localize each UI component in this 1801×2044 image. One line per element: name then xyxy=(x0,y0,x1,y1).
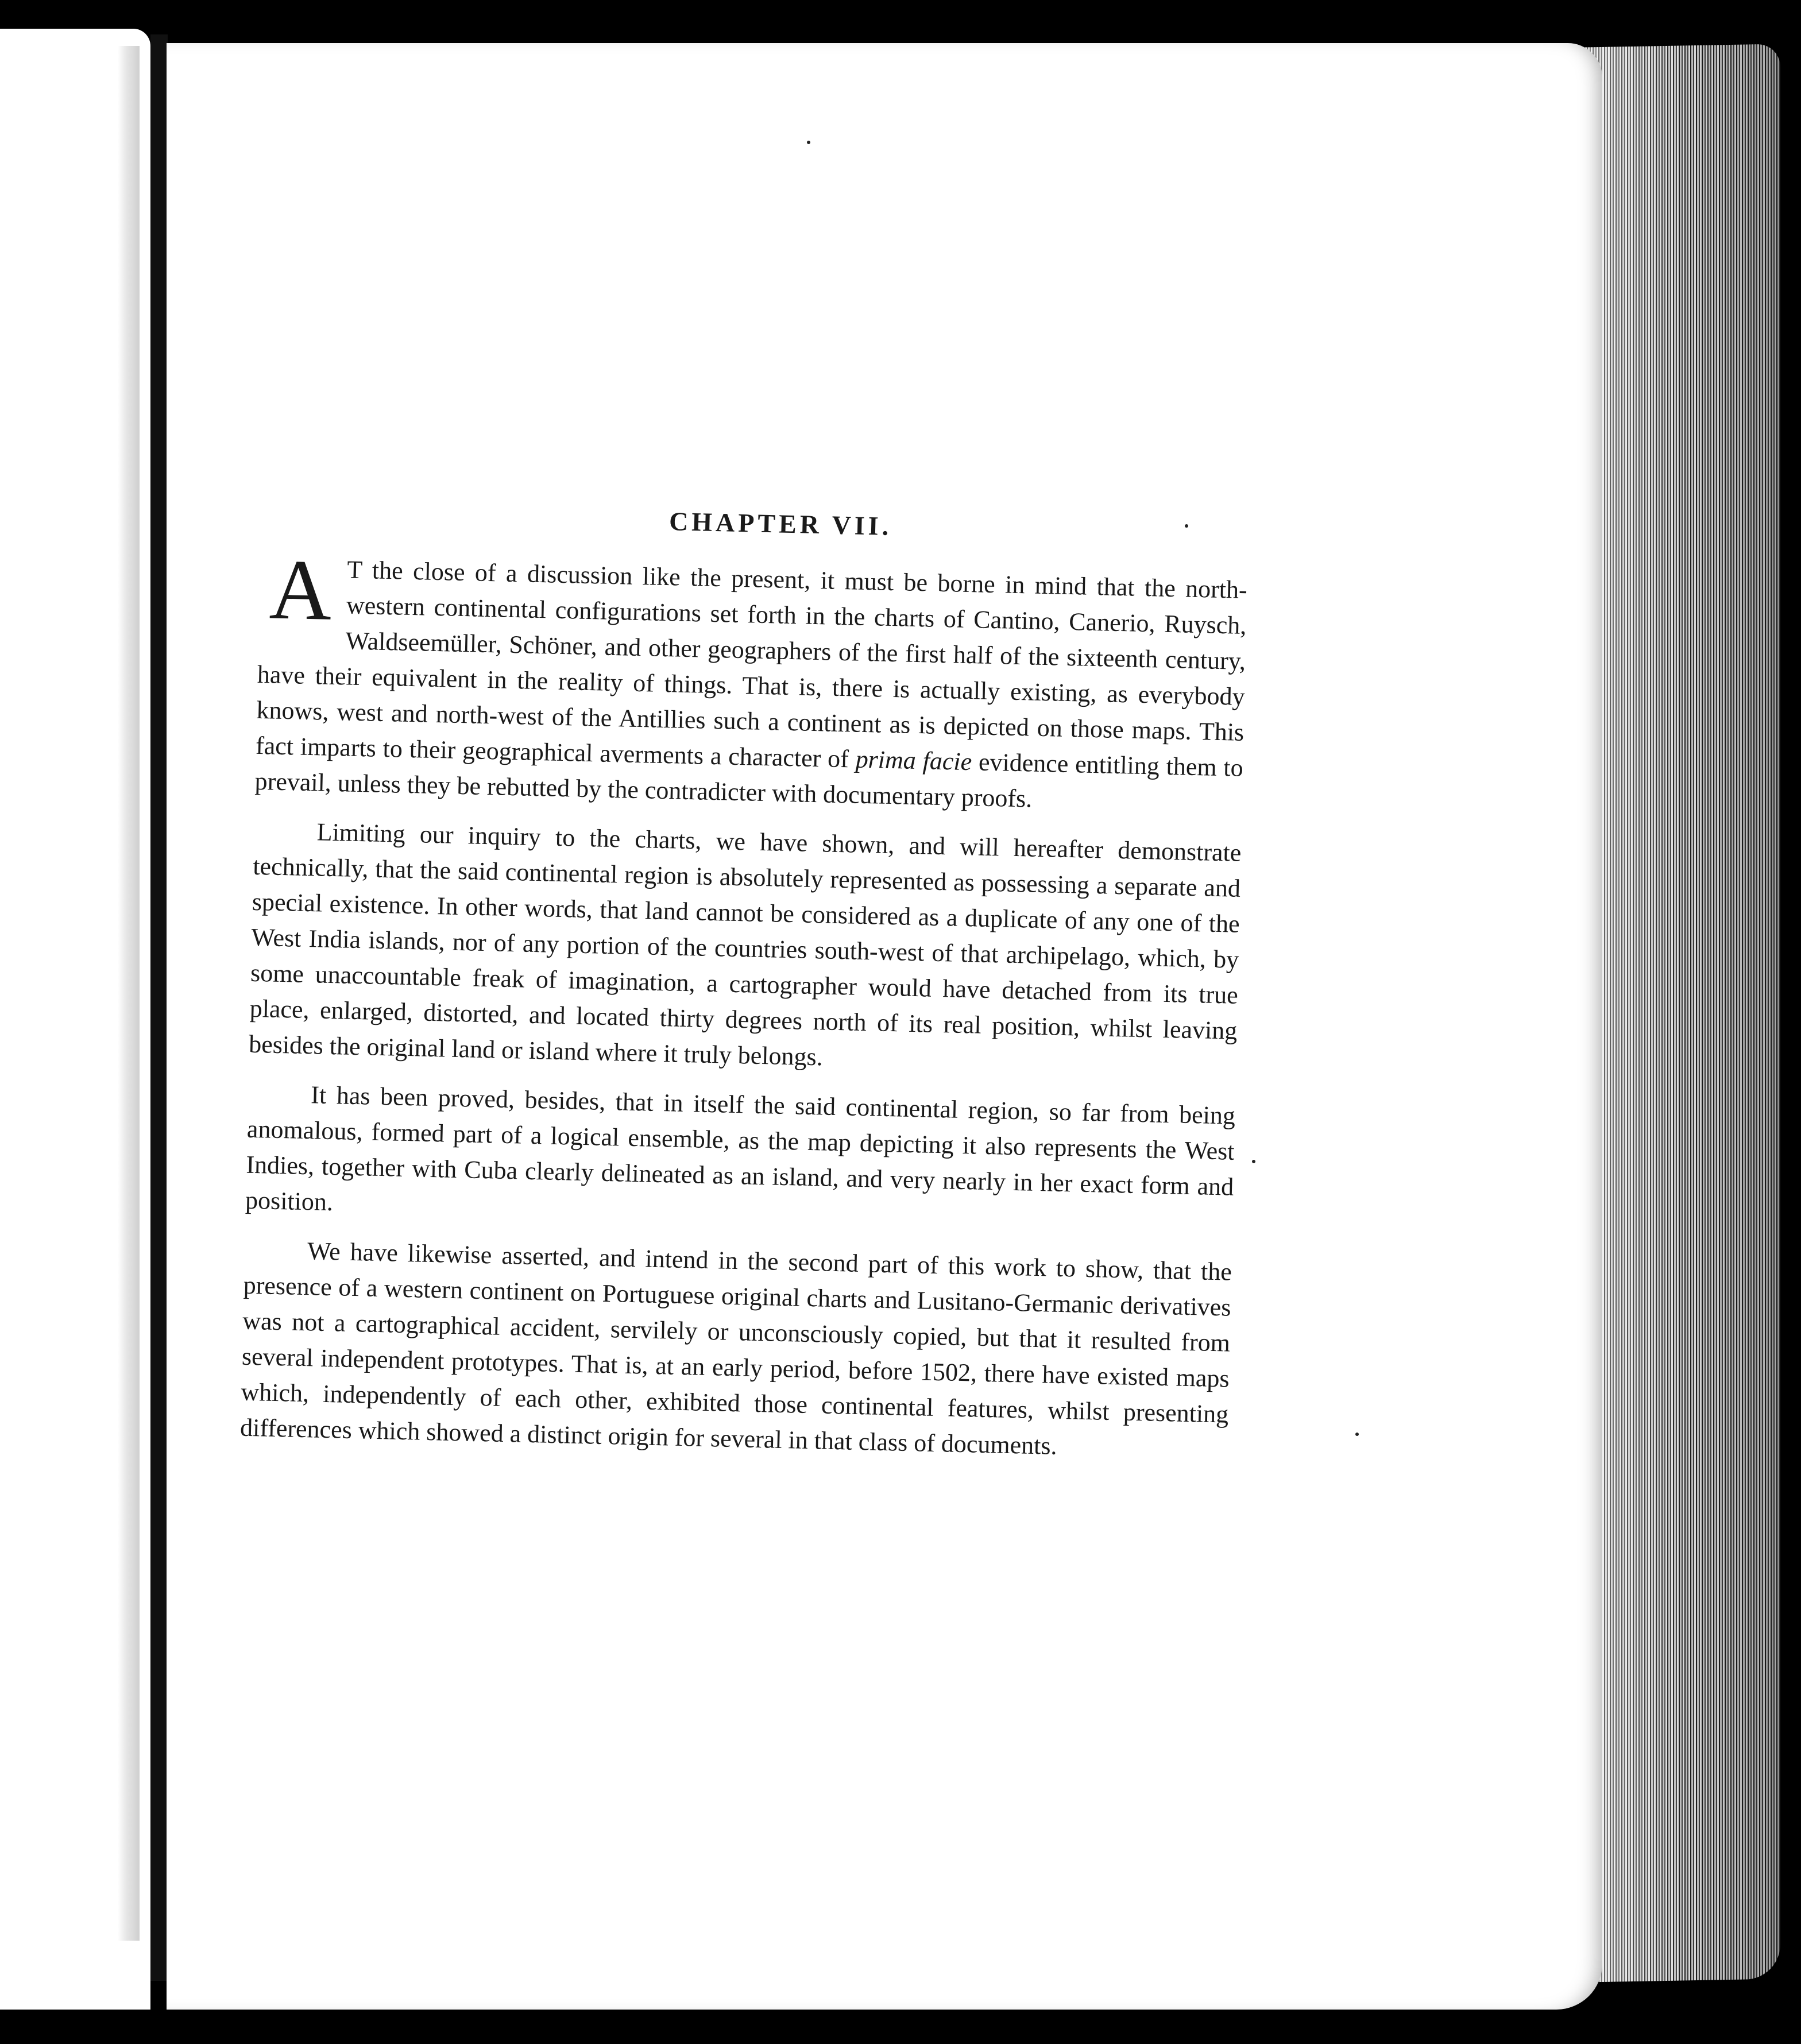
page-gutter-shadow xyxy=(118,46,140,1941)
drop-cap: A xyxy=(268,541,333,638)
paragraph-1 xyxy=(254,541,1248,822)
paragraph-1-text: T the close of a discussion like the present, it must be borne in mind that the north-western continental configurations set forth in the charts of Cantino, Canerio, Ruysch, Waldseemüller, Schöner, and other geographers of the first half of the sixteenth century, have their equivalent in the reality of things. That is, there is actually existing, as everybody knows, west and north-west of the Antillies such a continent as is depicted on those maps. This fact imparts to their geographical averments a character of xyxy=(255,555,1248,773)
book-page xyxy=(167,43,1602,2010)
page-speck xyxy=(1185,524,1188,528)
book-gutter xyxy=(150,34,168,1981)
page-speck xyxy=(1252,1160,1255,1163)
chapter-text-block xyxy=(239,497,1249,1482)
paragraph-3: It has been proved, besides, that in itself the said continental region, so far from being anomalous, formed part of a logical ensemble, as the map depicting it also represents the West Indies, together with Cuba clearly delineated as an island, and very nearly in her exact form and position. xyxy=(245,1081,1236,1217)
page-speck xyxy=(1355,1433,1359,1436)
paragraph-2: Limiting our inquiry to the charts, we have shown, and will hereafter demonstrate technically, that the said continental region is absolutely represented as possessing a separate and special existence. In other words, that land cannot be considered as a duplicate of any one of the West India islands, nor of any portion of the countries south-west of that archipelago, which, by some unaccountable freak of imagination, a cartographer would have detached from its true place, enlarged, distorted, and located thirty degrees north of its real position, whilst leaving besides the original land or island where it truly belongs. xyxy=(248,818,1242,1071)
paragraph-1-rest: evidence entitling them to prevail, unless they be rebutted by the contradicter with documentary proofs. xyxy=(254,748,1244,813)
page-speck xyxy=(807,141,810,144)
paragraph-1-italic: prima facie xyxy=(855,745,972,776)
paragraph-4: We have likewise asserted, and intend in the second part of this work to show, that the presence of a western continent on Portuguese original charts and Lusitano-Germanic derivatives was not a cartographical accident, servilely or unconsciously copied, but that it resulted from several independent prototypes. That is, at an early period, before 1502, there have existed maps which, independently of each other, exhibited those continental features, whilst presenting differences which showed a distinct origin for several in that class of documents. xyxy=(239,1237,1232,1460)
chapter-title: CHAPTER VII. xyxy=(668,506,892,541)
